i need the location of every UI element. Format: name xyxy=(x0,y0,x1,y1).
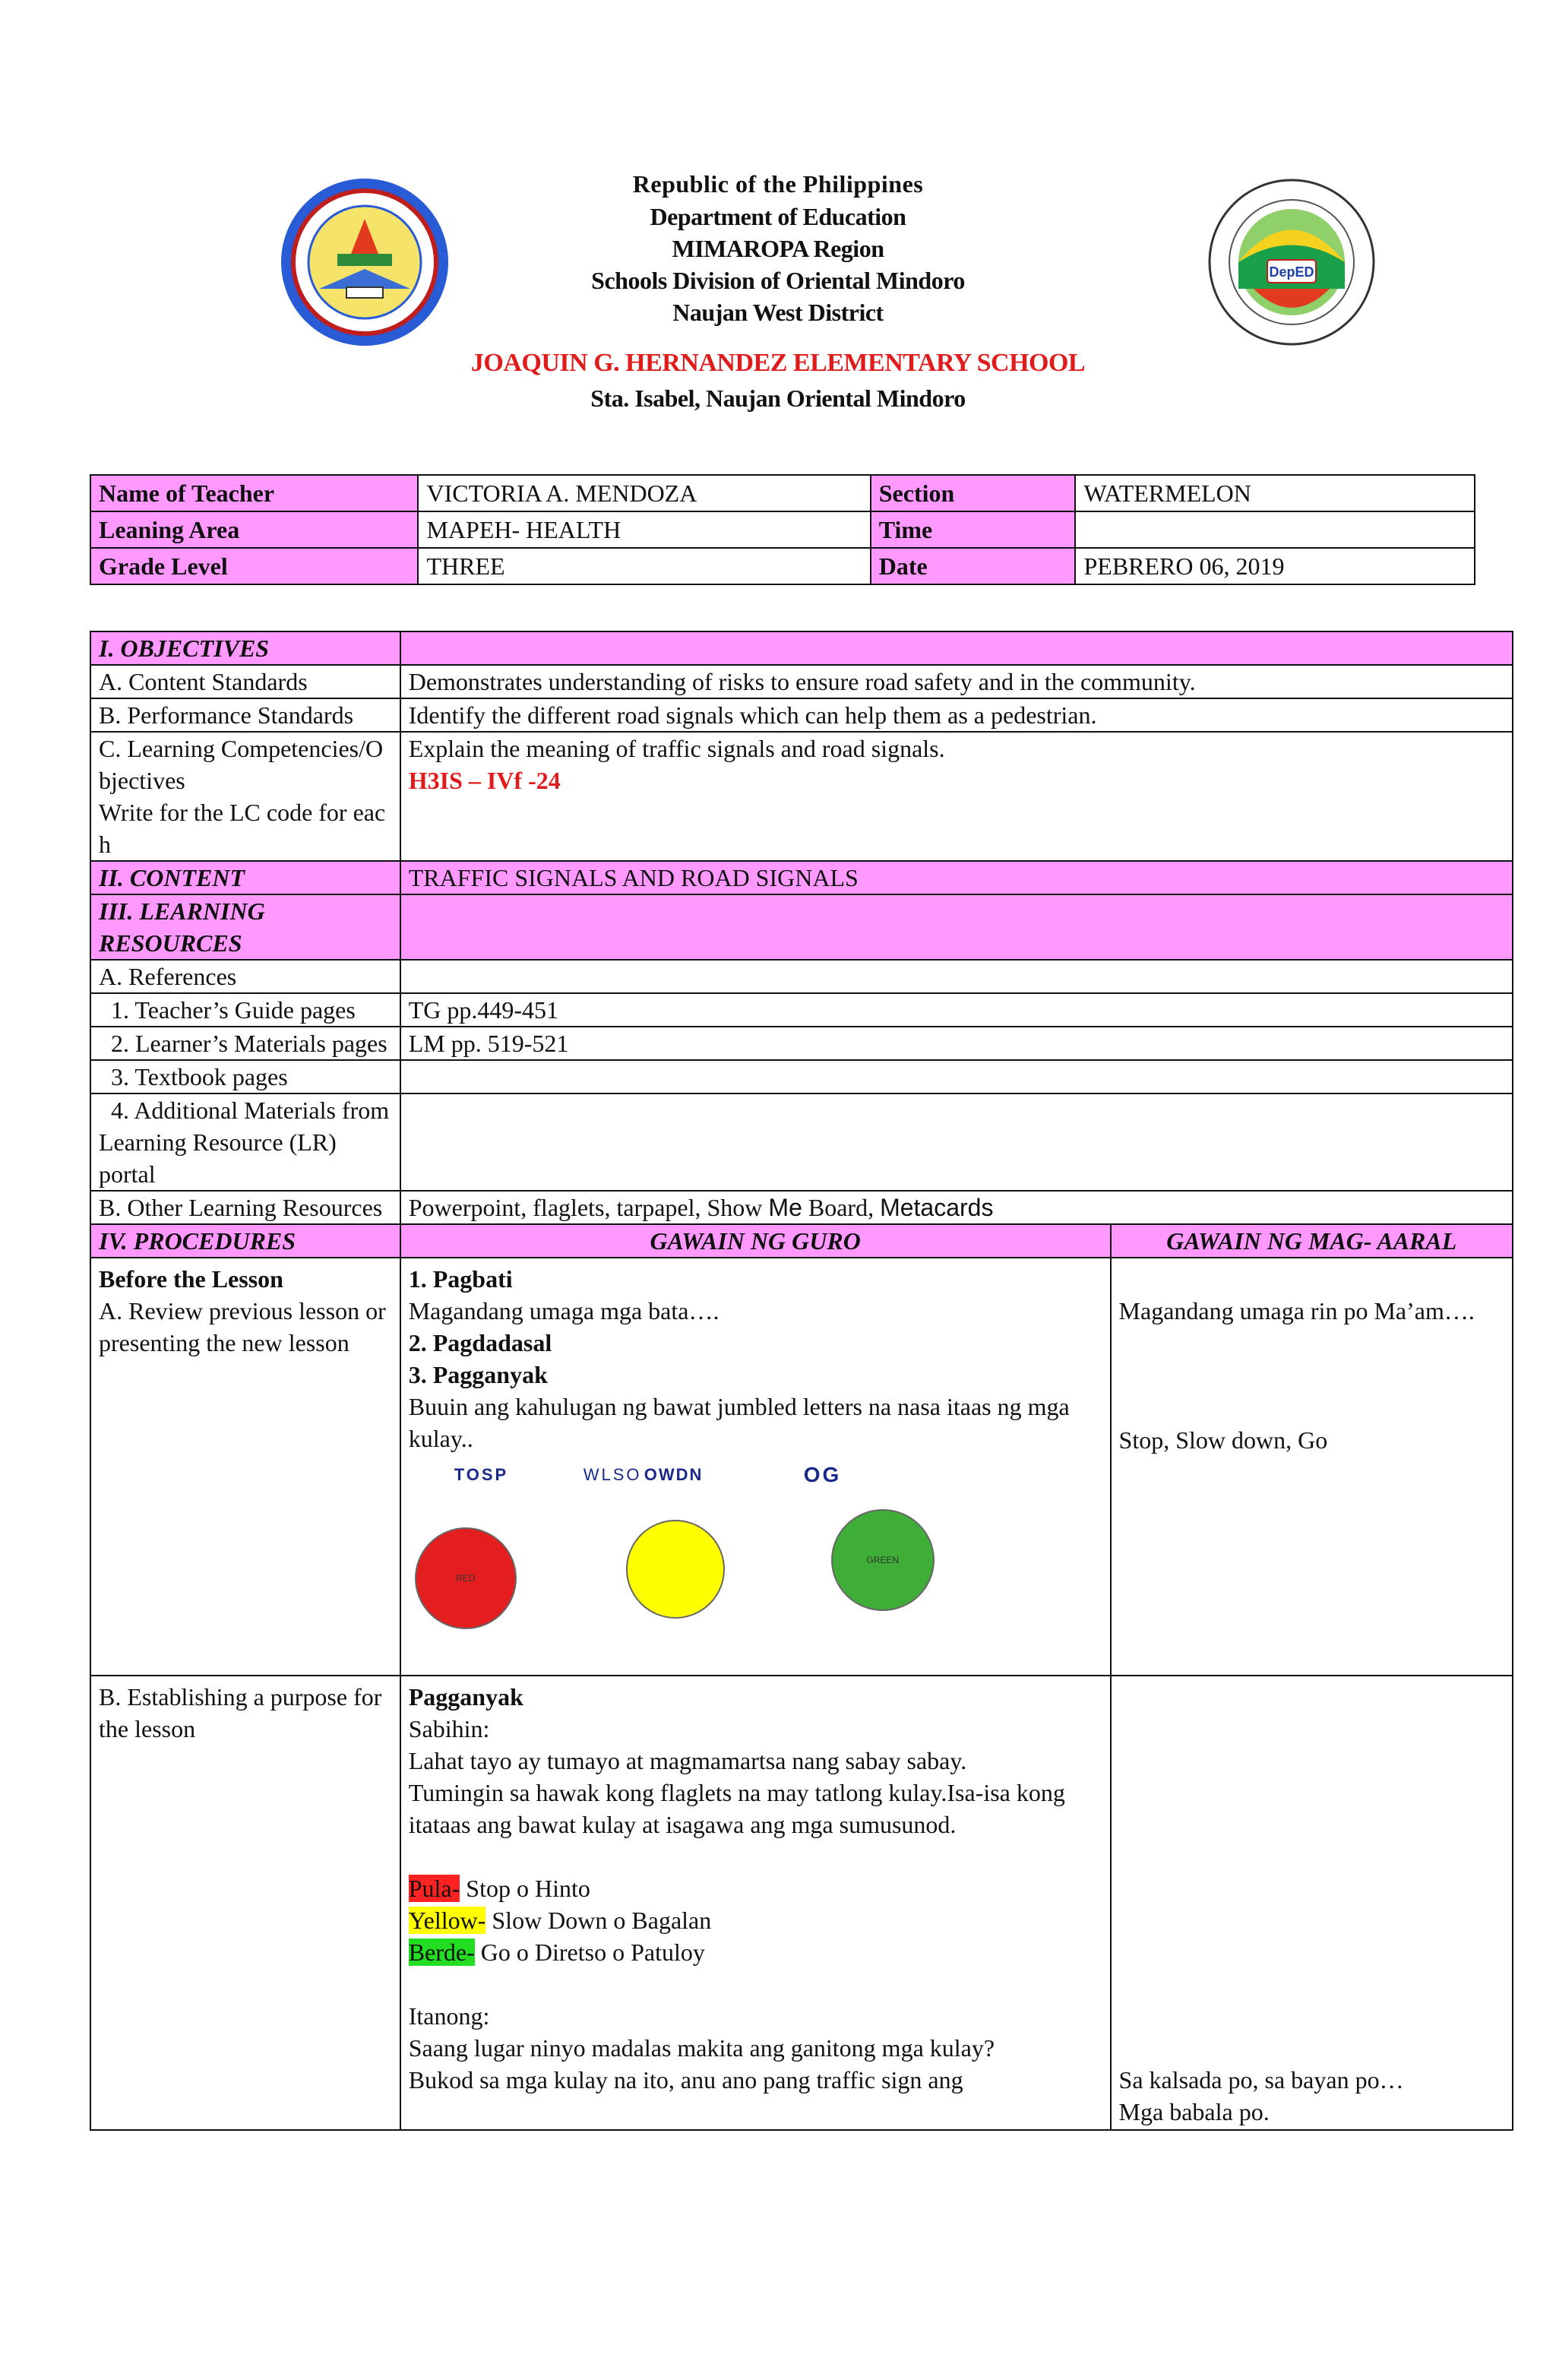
competency-label-2: Write for the LC code for each xyxy=(99,799,386,858)
table-row xyxy=(90,861,1513,894)
references-blank xyxy=(400,960,1513,993)
other-resources-text-3: Board, xyxy=(802,1194,881,1221)
header-region: MIMAROPA Region xyxy=(672,235,884,262)
objectives-blank xyxy=(400,631,1513,665)
greeting-text: Magandang umaga mga bata…. xyxy=(408,1297,719,1325)
traffic-lights-figure xyxy=(409,1454,1102,1675)
section-label: Section xyxy=(871,475,1076,511)
tg-value: TG pp.449-451 xyxy=(400,993,1513,1027)
spacer xyxy=(409,1840,1102,1872)
jumbled-word: WLSO xyxy=(583,1465,642,1484)
establish-p2: Tumingin sa hawak kong flaglets na may tatlong kulay.Isa-isa kong itataas ang bawat kulay at isagawa ang mga sumusunod. xyxy=(408,1779,1065,1838)
pula-text: Stop o Hinto xyxy=(460,1875,590,1902)
time-label: Time xyxy=(871,511,1076,548)
lm-label: 2. Learner’s Materials pages xyxy=(90,1027,400,1060)
competency-text: Explain the meaning of traffic signals and road signals. xyxy=(408,735,945,762)
school-name: JOAQUIN G. HERNANDEZ ELEMENTARY SCHOOL xyxy=(470,349,1086,377)
establish-p1: Lahat tayo ay tumayo at magmamartsa nang sabay sabay. xyxy=(408,1747,967,1774)
objectives-heading: I. OBJECTIVES xyxy=(90,631,400,665)
area-label: Leaning Area xyxy=(90,511,418,548)
resources-heading: III. LEARNING RESOURCES xyxy=(90,894,400,960)
area-value: MAPEH- HEALTH xyxy=(418,511,870,548)
table-row xyxy=(90,1258,1513,1676)
guro-heading: GAWAIN NG GURO xyxy=(400,1224,1111,1258)
reply-greeting: Magandang umaga rin po Ma’am…. xyxy=(1118,1297,1475,1325)
pagdadasal-title: 2. Pagdadasal xyxy=(408,1329,552,1356)
header-deped: Department of Education xyxy=(650,203,906,230)
red-light-circle xyxy=(415,1527,517,1629)
date-value: PEBRERO 06, 2019 xyxy=(1075,548,1475,584)
other-resources-label: B. Other Learning Resources xyxy=(90,1191,400,1224)
resources-blank xyxy=(400,894,1513,960)
content-standards-label: A. Content Standards xyxy=(90,665,400,698)
magaaral-heading: GAWAIN NG MAG- AARAL xyxy=(1111,1224,1513,1258)
pula-line xyxy=(409,1872,1102,1904)
table-row xyxy=(90,1060,1513,1093)
jumbled-word: OG xyxy=(803,1463,842,1486)
competency-label xyxy=(90,732,400,861)
sabihin-label: Sabihin: xyxy=(408,1715,490,1742)
establish-label: B. Establishing a purpose for the lesson xyxy=(90,1676,400,2130)
competency-value xyxy=(400,732,1513,861)
competency-label-1: C. Learning Competencies/Objectives xyxy=(99,735,384,794)
pagganyak-instruction: Buuin ang kahulugan ng bawat jumbled letters na nasa itaas ng mga kulay.. xyxy=(408,1393,1070,1452)
table-row xyxy=(90,631,1513,665)
performance-value: Identify the different road signals which can help them as a pedestrian. xyxy=(400,698,1513,732)
lesson-plan-table xyxy=(90,631,1513,2131)
performance-label: B. Performance Standards xyxy=(90,698,400,732)
itanong-label: Itanong: xyxy=(408,2002,490,2030)
pula-highlight: Pula- xyxy=(408,1875,460,1902)
table-row xyxy=(90,894,1513,960)
references-label: A. References xyxy=(90,960,400,993)
establish-magaaral xyxy=(1111,1676,1513,2130)
additional-label: 4. Additional Materials from Learning Resource (LR) portal xyxy=(90,1093,400,1191)
table-row xyxy=(90,1191,1513,1224)
time-value xyxy=(1075,511,1475,548)
date-label: Date xyxy=(871,548,1076,584)
establish-title: Pagganyak xyxy=(408,1683,523,1711)
yellow-highlight: Yellow- xyxy=(408,1907,486,1934)
table-row xyxy=(90,548,1475,584)
establish-guro xyxy=(400,1676,1111,2130)
svg-text:DepED: DepED xyxy=(1269,264,1314,280)
table-row xyxy=(90,665,1513,698)
teacher-label: Name of Teacher xyxy=(90,475,418,511)
other-resources-text-2: Me xyxy=(768,1194,802,1221)
table-row xyxy=(90,1224,1513,1258)
content-standards-value: Demonstrates understanding of risks to ensure road safety and in the community. xyxy=(400,665,1513,698)
procedures-heading: IV. PROCEDURES xyxy=(90,1224,400,1258)
green-light-circle xyxy=(831,1509,935,1611)
pagganyak-title: 3. Pagganyak xyxy=(408,1361,548,1388)
yellow-text: Slow Down o Bagalan xyxy=(485,1907,712,1934)
document-header xyxy=(0,167,1556,415)
table-row xyxy=(90,698,1513,732)
content-heading: II. CONTENT xyxy=(90,861,400,894)
before-lesson-label xyxy=(90,1258,400,1676)
question-2: Bukod sa mga kulay na ito, anu ano pang traffic sign ang xyxy=(408,2066,963,2094)
content-value: TRAFFIC SIGNALS AND ROAD SIGNALS xyxy=(400,861,1513,894)
jumbled-word: OWDN xyxy=(644,1465,704,1484)
answer-1: Sa kalsada po, sa bayan po… xyxy=(1118,2066,1404,2094)
spacer xyxy=(409,1968,1102,2000)
question-1: Saang lugar ninyo madalas makita ang ganitong mga kulay? xyxy=(408,2034,995,2062)
table-row xyxy=(90,993,1513,1027)
yellow-light-circle xyxy=(626,1520,725,1619)
textbook-label: 3. Textbook pages xyxy=(90,1060,400,1093)
green-light-label: GREEN xyxy=(866,1555,900,1565)
additional-blank xyxy=(400,1093,1513,1191)
teacher-value: VICTORIA A. MENDOZA xyxy=(418,475,870,511)
before-lesson-title: Before the Lesson xyxy=(99,1265,283,1293)
berde-highlight: Berde- xyxy=(408,1938,475,1966)
lc-code: H3IS – IVf -24 xyxy=(408,767,561,794)
table-row xyxy=(90,960,1513,993)
answer-2: Mga babala po. xyxy=(1118,2098,1270,2125)
pagbati-title: 1. Pagbati xyxy=(408,1265,513,1293)
berde-text: Go o Diretso o Patuloy xyxy=(474,1938,705,1966)
before-lesson-guro xyxy=(400,1258,1111,1676)
other-resources-text-1: Powerpoint, flaglets, tarpapel, Show xyxy=(408,1194,769,1221)
lm-value: LM pp. 519-521 xyxy=(400,1027,1513,1060)
table-row xyxy=(90,1027,1513,1060)
other-resources-value xyxy=(400,1191,1513,1224)
textbook-blank xyxy=(400,1060,1513,1093)
grade-value: THREE xyxy=(418,548,870,584)
reply-answer: Stop, Slow down, Go xyxy=(1118,1426,1328,1454)
before-lesson-subtitle: A. Review previous lesson or presenting the new lesson xyxy=(99,1297,386,1356)
red-light-label: RED xyxy=(456,1573,476,1584)
school-address: Sta. Isabel, Naujan Oriental Mindoro xyxy=(590,385,966,412)
header-republic: Republic of the Philippines xyxy=(632,170,924,198)
yellow-line xyxy=(409,1904,1102,1936)
grade-label: Grade Level xyxy=(90,548,418,584)
header-division: Schools Division of Oriental Mindoro xyxy=(591,267,965,294)
teacher-info-table xyxy=(90,474,1475,585)
berde-line xyxy=(409,1936,1102,1968)
tg-label: 1. Teacher’s Guide pages xyxy=(90,993,400,1027)
table-row xyxy=(90,475,1475,511)
jumbled-word: TOSP xyxy=(454,1465,509,1484)
before-lesson-magaaral xyxy=(1111,1258,1513,1676)
table-row xyxy=(90,1676,1513,2130)
table-row xyxy=(90,732,1513,861)
other-resources-text-4: Metacards xyxy=(880,1194,994,1221)
header-district: Naujan West District xyxy=(672,299,884,326)
table-row xyxy=(90,1093,1513,1191)
section-value: WATERMELON xyxy=(1075,475,1475,511)
table-row xyxy=(90,511,1475,548)
